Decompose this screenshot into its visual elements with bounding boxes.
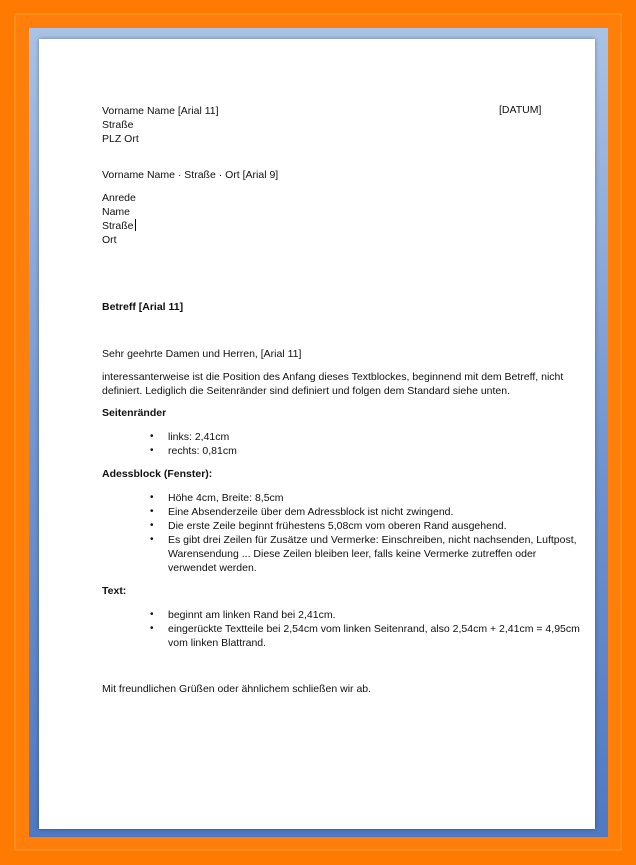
return-address-line: Vorname Name · Straße · Ort [Arial 9]	[102, 169, 279, 181]
list-item-continuation: verwendet werden.	[168, 562, 257, 574]
bullet-marker: •	[150, 609, 154, 620]
sender-city: PLZ Ort	[102, 133, 139, 145]
bullet-marker: •	[150, 534, 154, 545]
list-item-continuation: vom linken Blattrand.	[168, 637, 267, 649]
intro-line-1: interessanterweise ist die Position des Anfang dieses Textblockes, beginnend mit dem Betreff, nicht	[102, 371, 564, 383]
bullet-marker: •	[150, 445, 154, 456]
recipient-street[interactable]	[102, 219, 136, 233]
greeting: Sehr geehrte Damen und Herren, [Arial 11]	[102, 348, 302, 360]
subject-line: Betreff [Arial 11]	[102, 301, 184, 313]
list-item: links: 2,41cm	[168, 431, 230, 443]
list-item-continuation: Warensendung ... Diese Zeilen bleiben leer, falls keine Vermerke zutreffen oder	[168, 548, 537, 560]
list-item: Höhe 4cm, Breite: 8,5cm	[168, 492, 284, 504]
list-item: Die erste Zeile beginnt frühestens 5,08cm vom oberen Rand ausgehend.	[168, 520, 507, 532]
section-heading-text: Text:	[102, 585, 127, 597]
bullet-marker: •	[150, 623, 154, 634]
sender-name-line: Vorname Name [Arial 11]	[102, 105, 219, 117]
text-cursor	[135, 219, 136, 231]
closing-line: Mit freundlichen Grüßen oder ähnlichem schließen wir ab.	[102, 683, 372, 695]
list-item: Eine Absenderzeile über dem Adressblock ist nicht zwingend.	[168, 506, 454, 518]
recipient-city: Ort	[102, 234, 117, 246]
document-page[interactable]	[39, 39, 595, 829]
sender-street: Straße	[102, 119, 134, 131]
list-item: rechts: 0,81cm	[168, 445, 237, 457]
recipient-salutation: Anrede	[102, 192, 136, 204]
recipient-name: Name	[102, 206, 131, 218]
bullet-marker: •	[150, 520, 154, 531]
section-heading-margins: Seitenränder	[102, 407, 167, 419]
intro-line-2: definiert. Lediglich die Seitenränder sind definiert und folgen dem Standard siehe unten.	[102, 385, 511, 397]
bullet-marker: •	[150, 492, 154, 503]
recipient-street-text: Straße	[102, 220, 134, 232]
bullet-marker: •	[150, 431, 154, 442]
list-item: eingerückte Textteile bei 2,54cm vom linken Seitenrand, also 2,54cm + 2,41cm = 4,95cm	[168, 623, 580, 635]
bullet-marker: •	[150, 506, 154, 517]
list-item: Es gibt drei Zeilen für Zusätze und Vermerke: Einschreiben, nicht nachsenden, Luftpost,	[168, 534, 577, 546]
section-heading-address-block: Adessblock (Fenster):	[102, 468, 213, 480]
date-placeholder: [DATUM]	[499, 104, 542, 116]
list-item: beginnt am linken Rand bei 2,41cm.	[168, 609, 336, 621]
